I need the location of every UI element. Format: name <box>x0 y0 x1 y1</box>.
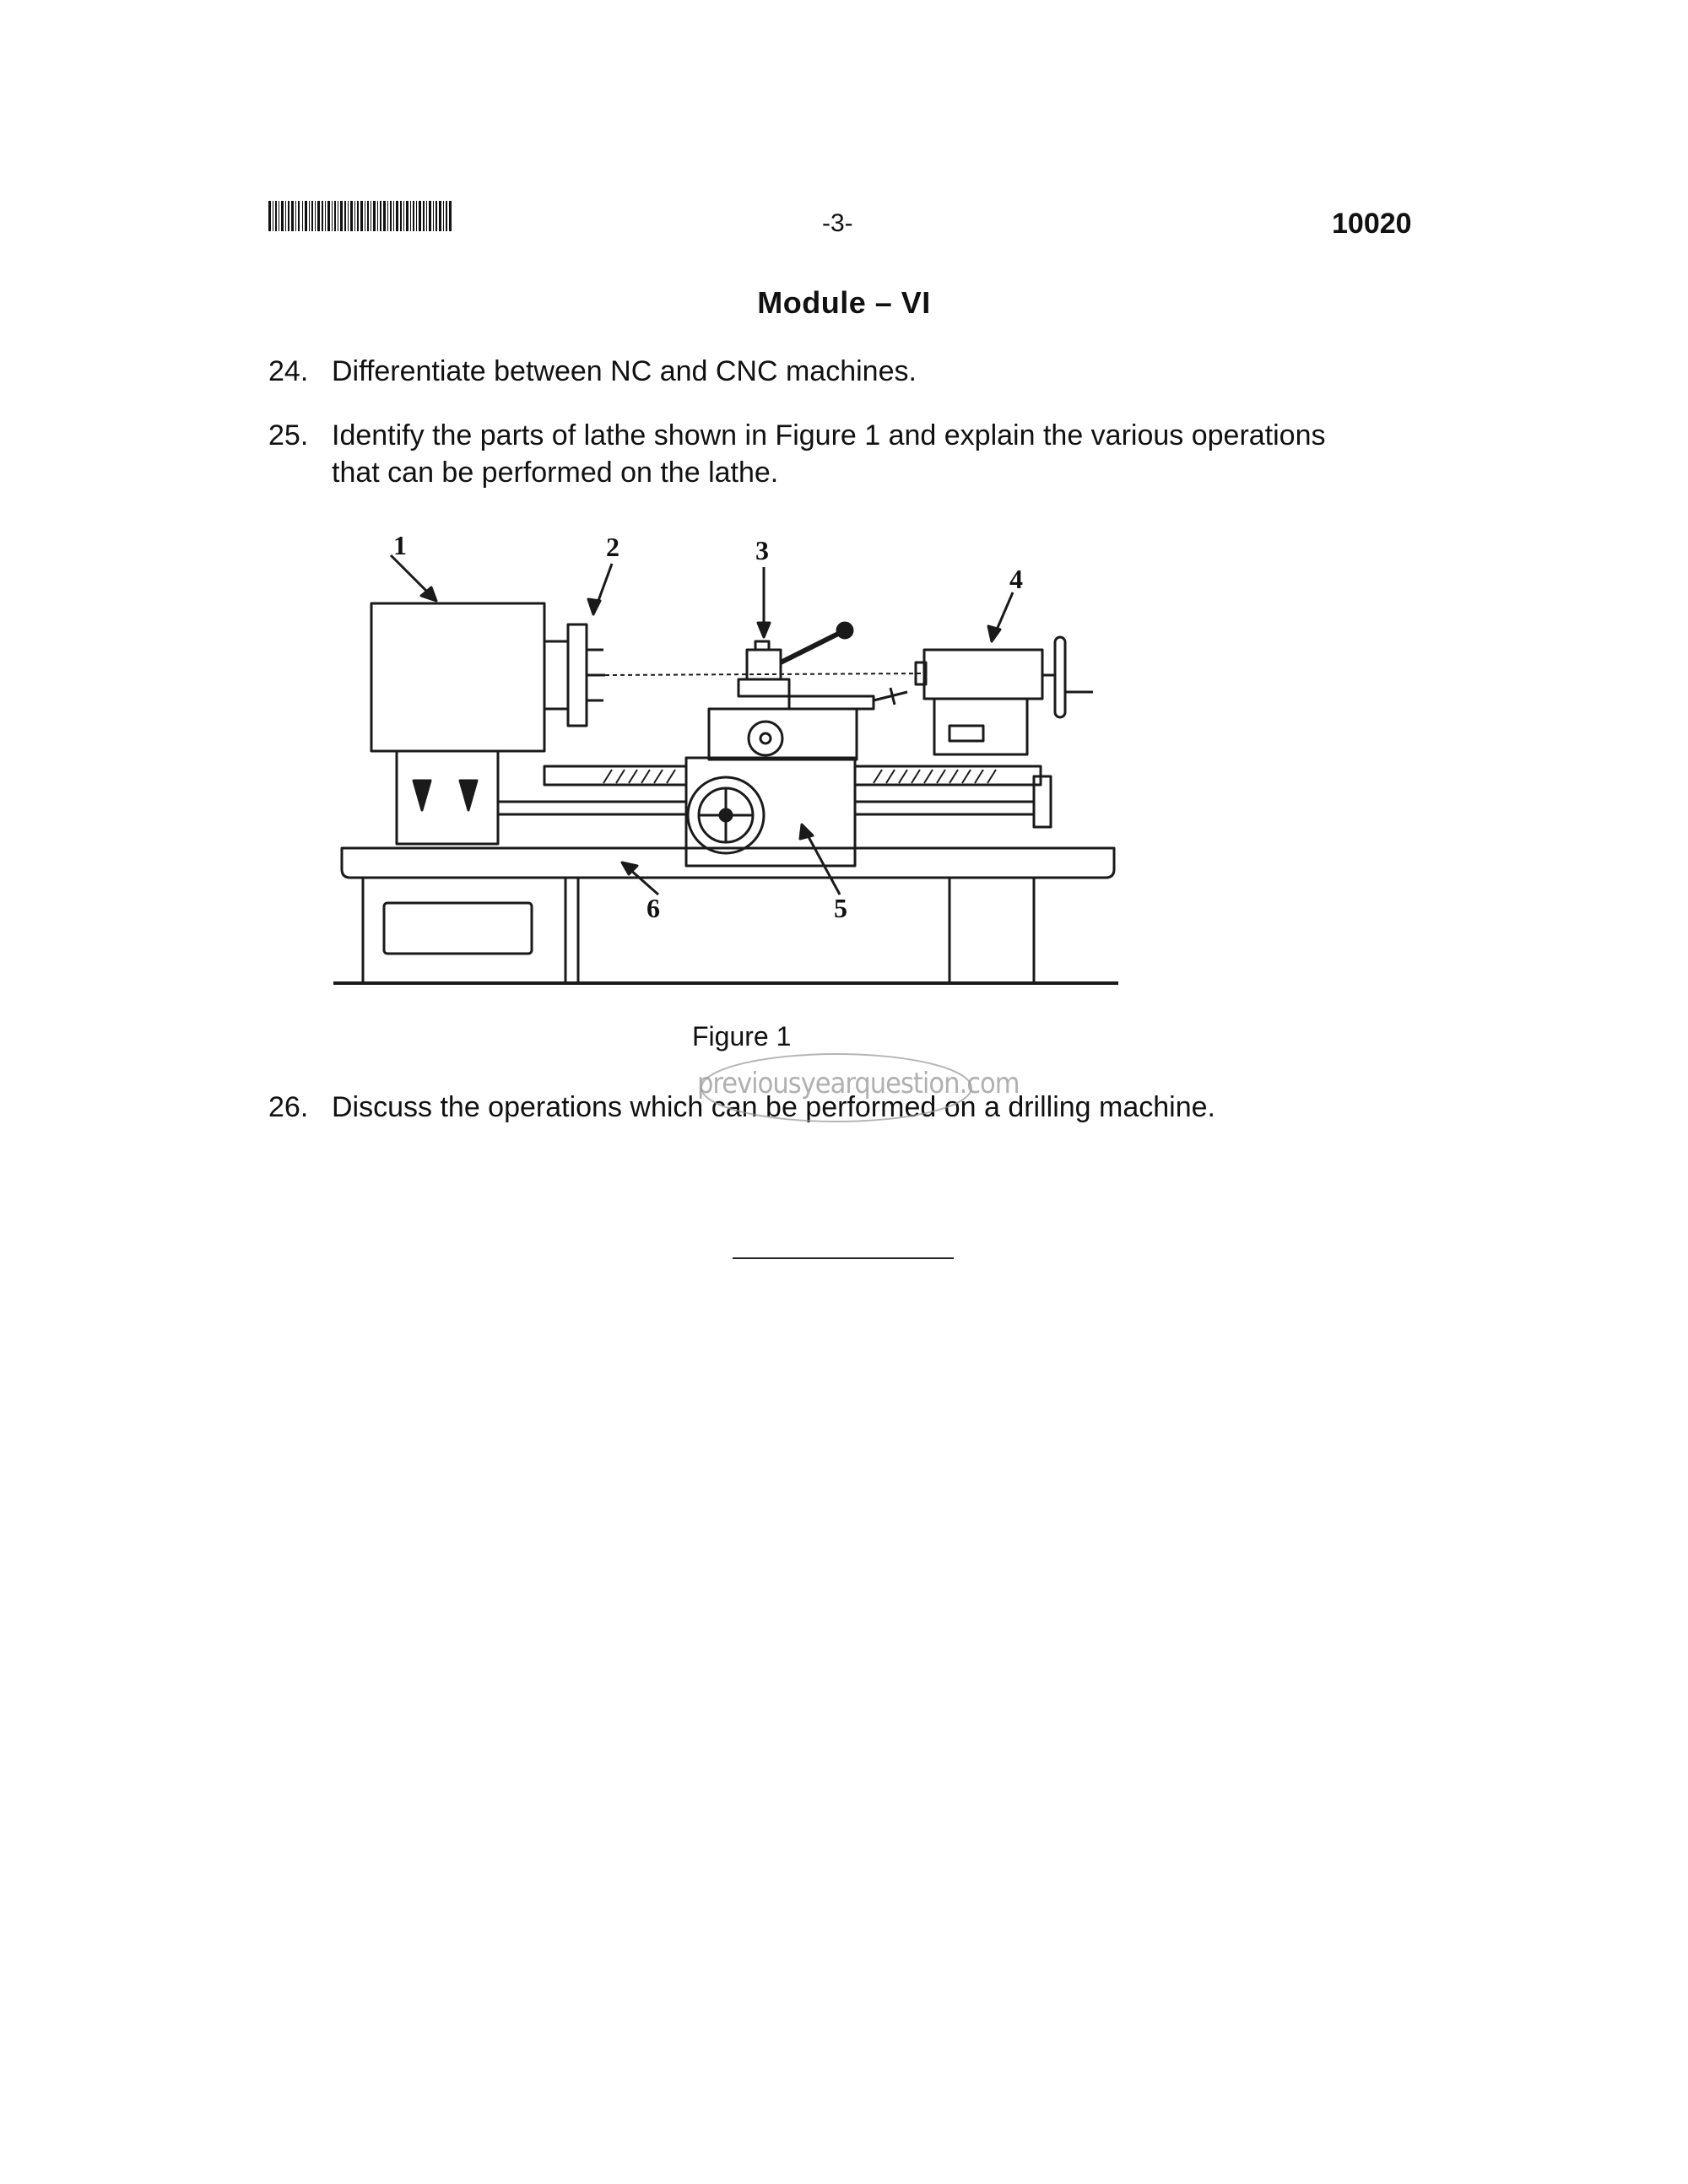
barcode <box>268 201 452 231</box>
part-label-5: 5 <box>834 893 847 923</box>
watermark <box>697 1050 1020 1126</box>
module-heading: Module – VI <box>757 285 931 320</box>
part-label-3: 3 <box>755 535 769 565</box>
paper-code: 10020 <box>1332 208 1412 240</box>
lathe-figure <box>333 523 1118 996</box>
part-label-6: 6 <box>647 893 660 923</box>
end-rule <box>733 1257 954 1259</box>
figure-caption: Figure 1 <box>692 1021 792 1051</box>
question-number: 26. <box>268 1091 309 1123</box>
watermark-text: previousyearquestion.com <box>697 1067 1020 1100</box>
chuck <box>544 641 568 709</box>
question-text: Differentiate between NC and CNC machines. <box>332 355 917 387</box>
part-label-4: 4 <box>1009 564 1023 594</box>
part-label-1: 1 <box>393 530 407 560</box>
tailstock <box>924 650 1042 699</box>
page-number: -3- <box>822 209 853 237</box>
right-leg <box>950 878 1034 983</box>
left-leg <box>363 878 565 983</box>
question-number: 25. <box>268 419 309 451</box>
headstock <box>371 603 544 751</box>
question-number: 24. <box>268 355 309 387</box>
gear-box <box>397 751 498 844</box>
part-label-2: 2 <box>606 532 619 562</box>
question-text: Discuss the operations which can be performed on a drilling machine. <box>332 1091 1215 1123</box>
question-text: Identify the parts of lathe shown in Figure 1 and explain the various operations that can be performed on the lathe. <box>332 419 1326 489</box>
